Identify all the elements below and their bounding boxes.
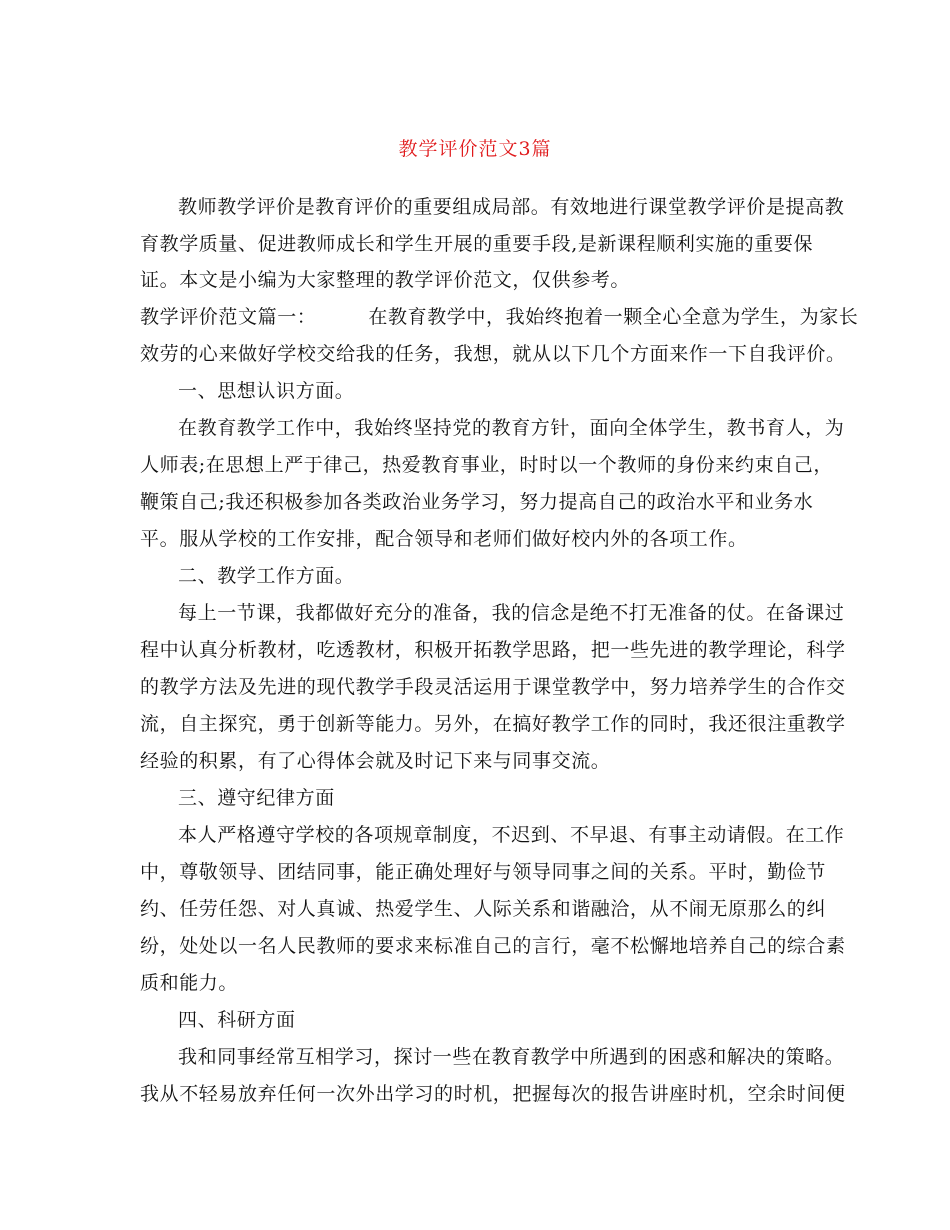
- document-title: 教学评价范文3篇: [398, 138, 552, 160]
- section3-line-2: 中，尊敬领导、团结同事，能正确处理好与领导同事之间的关系。平时，勤俭节: [140, 861, 827, 883]
- section1-line-2: 人师表;在思想上严于律己，热爱教育事业，时时以一个教师的身份来约束自己，: [140, 454, 834, 476]
- article-lead-line-1: [140, 304, 858, 330]
- section2-line-4: 流，自主探究，勇于创新等能力。另外，在搞好教学工作的同时，我还很注重教学: [140, 713, 846, 735]
- section2-line-3: 的教学方法及先进的现代教学手段灵活运用于课堂教学中，努力培养学生的合作交: [140, 676, 846, 698]
- intro-line-2: 育教学质量、促进教师成长和学生开展的重要手段,是新课程顺利实施的重要保: [140, 233, 814, 255]
- section-heading-4: 四、科研方面: [178, 1009, 296, 1031]
- section3-line-4: 纷，处处以一名人民教师的要求来标准自己的言行，毫不松懈地培养自己的综合素: [140, 935, 846, 957]
- section1-line-4: 平。服从学校的工作安排，配合领导和老师们做好校内外的各项工作。: [140, 528, 748, 550]
- intro-line-1: 教师教学评价是教育评价的重要组成局部。有效地进行课堂教学评价是提高教: [178, 196, 845, 218]
- intro-line-3: 证。本文是小编为大家整理的教学评价范文，仅供参考。: [140, 269, 631, 291]
- section-heading-1: 一、思想认识方面。: [178, 380, 355, 402]
- section4-line-1: 我和同事经常互相学习，探讨一些在教育教学中所遇到的困惑和解决的策略。: [178, 1046, 845, 1068]
- article-heading: 教学评价范文篇一：: [140, 306, 317, 328]
- section3-line-3: 约、任劳任怨、对人真诚、热爱学生、人际关系和谐融洽，从不闹无原那么的纠: [140, 898, 827, 920]
- section2-line-2: 程中认真分析教材，吃透教材，积极开拓教学思路，把一些先进的教学理论，科学: [140, 639, 846, 661]
- section-heading-3: 三、遵守纪律方面: [178, 787, 335, 809]
- section2-line-1: 每上一节课，我都做好充分的准备，我的信念是绝不打无准备的仗。在备课过: [178, 602, 845, 624]
- section2-line-5: 经验的积累，有了心得体会就及时记下来与同事交流。: [140, 750, 611, 772]
- article-lead-line-2: 效劳的心来做好学校交给我的任务，我想，就从以下几个方面来作一下自我评价。: [140, 343, 846, 365]
- section1-line-3: 鞭策自己;我还积极参加各类政治业务学习，努力提高自己的政治水平和业务水: [140, 491, 814, 513]
- section4-line-2: 我从不轻易放弃任何一次外出学习的时机，把握每次的报告讲座时机，空余时间便: [140, 1083, 846, 1105]
- section3-line-1: 本人严格遵守学校的各项规章制度，不迟到、不早退、有事主动请假。在工作: [178, 824, 845, 846]
- section3-line-5: 质和能力。: [140, 972, 239, 994]
- section-heading-2: 二、教学工作方面。: [178, 565, 355, 587]
- section1-line-1: 在教育教学工作中，我始终坚持党的教育方针，面向全体学生，教书育人，为: [178, 417, 845, 439]
- article-lead-text: 在教育教学中，我始终抱着一颗全心全意为学生，为家长: [368, 306, 859, 328]
